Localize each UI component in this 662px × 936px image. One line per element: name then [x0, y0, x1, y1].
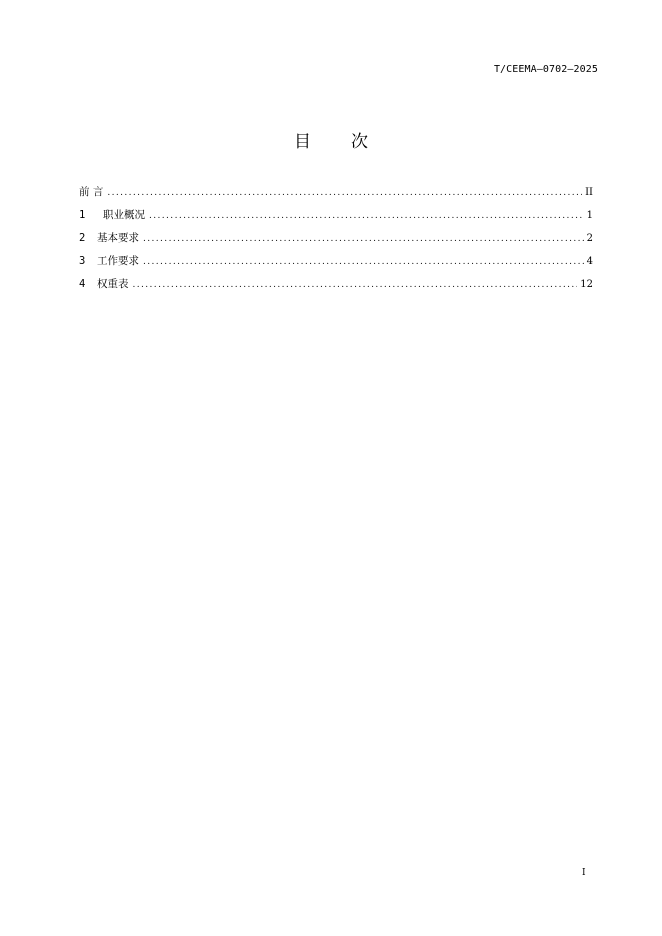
toc-list [79, 184, 593, 299]
toc-item-label: 基本要求 [97, 232, 139, 244]
dot-leader [143, 231, 584, 247]
toc-item-page: 4 [586, 256, 593, 267]
toc-item-page: 2 [586, 233, 593, 244]
toc-title [0, 127, 662, 152]
toc-item-label: 职业概况 [103, 209, 145, 221]
toc-item-label: 权重表 [97, 278, 129, 290]
dot-leader [143, 254, 584, 270]
toc-item-basic-requirements[interactable] [79, 230, 593, 253]
dot-leader [107, 185, 582, 201]
toc-item-number: 3 [79, 255, 86, 267]
toc-item-work-requirements[interactable] [79, 253, 593, 276]
dot-leader [133, 277, 578, 293]
toc-item-weight-table[interactable] [79, 276, 593, 299]
toc-item-label: 工作要求 [97, 255, 139, 267]
toc-title-char-1: 目 [294, 132, 311, 152]
toc-item-page: 1 [586, 210, 593, 221]
toc-item-number: 1 [79, 209, 86, 221]
dot-leader [149, 208, 584, 224]
toc-title-char-2: 次 [351, 132, 368, 152]
document-code: T/CEEMA—0702—2025 [493, 64, 598, 75]
toc-item-overview[interactable] [79, 207, 593, 230]
toc-item-page: II [585, 187, 593, 198]
toc-item-number: 4 [79, 278, 86, 290]
toc-item-label: 前 言 [79, 186, 104, 198]
page-number: I [582, 868, 586, 878]
toc-item-foreword[interactable] [79, 184, 593, 207]
toc-item-page: 12 [580, 279, 593, 290]
toc-item-number: 2 [79, 232, 86, 244]
